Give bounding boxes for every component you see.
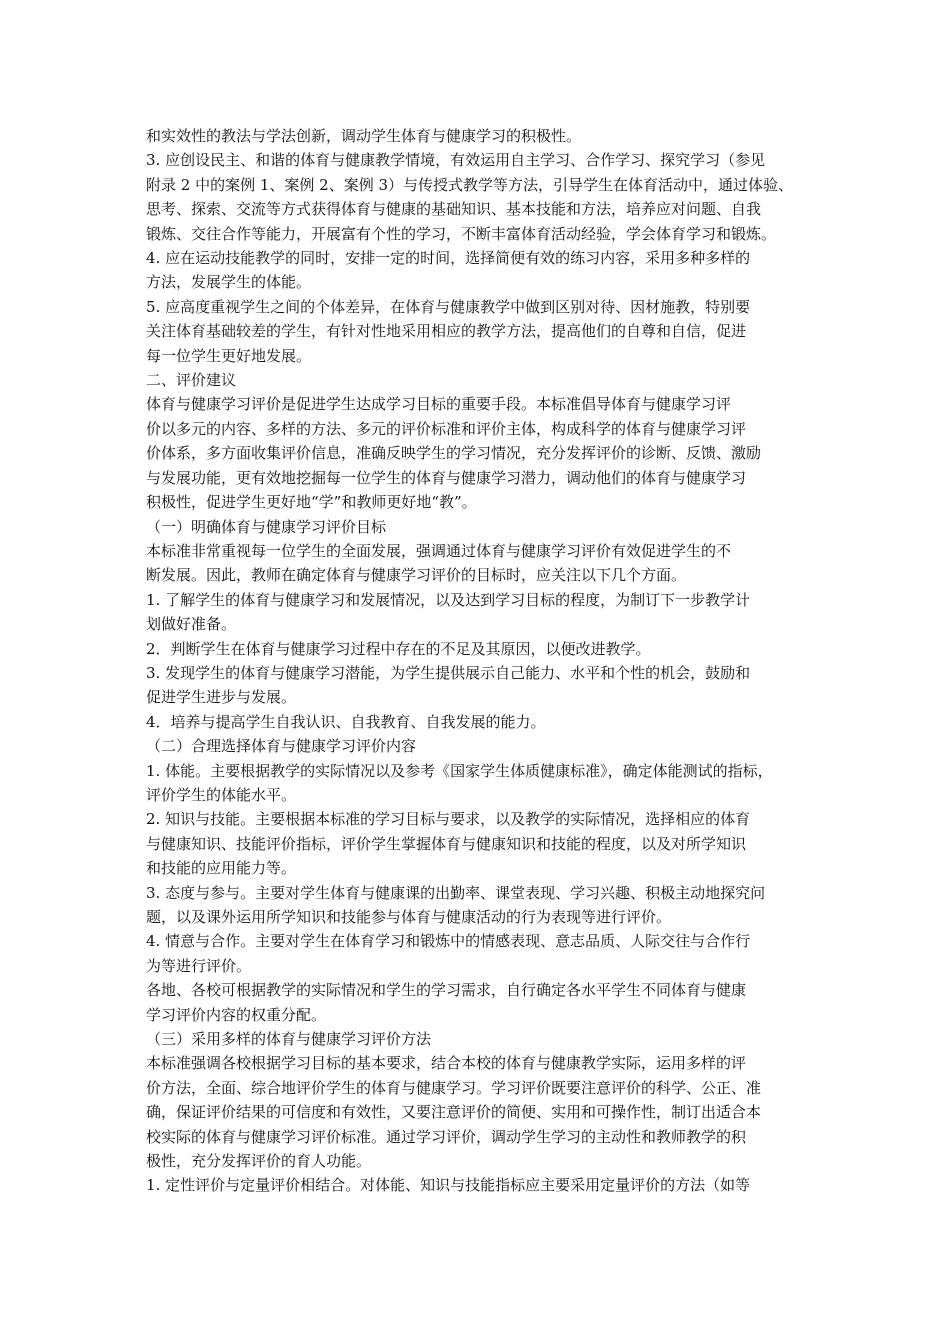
text-line: 关注体育基础较差的学生，有针对性地采用相应的教学方法，提高他们的自尊和自信，促进 [146,322,747,341]
text-line: 方法，发展学生的体能。 [146,273,312,292]
text-line: 二、评价建议 [146,371,237,390]
text-line: 本标准非常重视每一位学生的全面发展，强调通过体育与健康学习评价有效促进学生的不 [146,541,732,560]
text-line: 划做好准备。 [146,615,237,634]
text-line: 价体系，多方面收集评价信息，准确反映学生的学习情况，充分发挥评价的诊断、反馈、激励 [146,444,762,463]
text-line: 本标准强调各校根据学习目标的基本要求，结合本校的体育与健康教学实际，运用多样的评 [146,1054,747,1073]
text-line: 价以多元的内容、多样的方法、多元的评价标准和评价主体，构成科学的体育与健康学习评 [146,419,747,438]
text-line: 与健康知识、技能评价指标，评价学生掌握体育与健康知识和技能的程度，以及对所学知识 [146,834,747,853]
text-line: 题，以及课外运用所学知识和技能参与体育与健康活动的行为表现等进行评价。 [146,908,672,926]
document-body [146,124,816,1198]
text-line: 思考、探索、交流等方式获得体育与健康的基础知识、基本技能和方法，培养应对问题、自我 [146,200,762,219]
text-line: 1. 体能。主要根据教学的实际情况以及参考《国家学生体质健康标准》，确定体能测试的指标， [146,761,773,780]
text-line: 4. 情意与合作。主要对学生在体育学习和锻炼中的情感表现、意志品质、人际交往与合作行 [146,932,751,951]
text-line: 2．判断学生在体育与健康学习过程中存在的不足及其原因，以便改进教学。 [146,639,651,658]
text-line: 确，保证评价结果的可信度和有效性，又要注意评价的简便、实用和可操作性，制订出适合本 [146,1103,762,1122]
text-line: 1. 定性评价与定量评价相结合。对体能、知识与技能指标应主要采用定量评价的方法（如等 [146,1176,751,1195]
text-line: 3. 应创设民主、和谐的体育与健康教学情境，有效运用自主学习、合作学习、探究学习（参见 [146,151,766,170]
text-line: 和技能的应用能力等。 [146,859,297,878]
text-line: 极性，充分发挥评价的育人功能。 [146,1152,372,1171]
text-line: 价方法，全面、综合地评价学生的体育与健康学习。学习评价既要注意评价的科学、公正、准 [146,1078,762,1097]
text-line: 与发展功能，更有效地挖掘每一位学生的体育与健康学习潜力，调动他们的体育与健康学习 [146,468,747,487]
text-line: 学习评价内容的权重分配。 [146,1005,327,1024]
text-line: 4. 应在运动技能教学的同时，安排一定的时间，选择简便有效的练习内容，采用多种多样的 [146,249,751,268]
text-line: 积极性，促进学生更好地“学”和教师更好地“教”。 [146,493,477,512]
text-line: 锻炼、交往合作等能力，开展富有个性的学习，不断丰富体育活动经验，学会体育学习和锻炼。 [146,224,777,243]
text-line: 5. 应高度重视学生之间的个体差异，在体育与健康教学中做到区别对待、因材施教，特别要 [146,297,751,316]
text-line: 每一位学生更好地发展。 [146,346,312,365]
text-line: 1. 了解学生的体育与健康学习和发展情况，以及达到学习目标的程度，为制订下一步教学计 [146,590,751,609]
text-line: 3. 态度与参与。主要对学生体育与健康课的出勤率、课堂表现、学习兴趣、积极主动地探究问 [146,883,766,902]
text-line: 和实效性的教法与学法创新，调动学生体育与健康学习的积极性。 [146,127,582,145]
text-line: 断发展。因此，教师在确定体育与健康学习评价的目标时，应关注以下几个方面。 [146,566,687,585]
text-line: （三）采用多样的体育与健康学习评价方法 [146,1030,432,1049]
text-line: 评价学生的体能水平。 [146,785,297,804]
text-line: 4．培养与提高学生自我认识、自我教育、自我发展的能力。 [146,712,546,731]
text-line: 各地、各校可根据教学的实际情况和学生的学习需求，自行确定各水平学生不同体育与健康 [146,981,747,1000]
text-line: 校实际的体育与健康学习评价标准。通过学习评价，调动学生学习的主动性和教师教学的积 [146,1127,747,1146]
text-line: （二）合理选择体育与健康学习评价内容 [146,737,417,756]
text-line: 促进学生进步与发展。 [146,688,297,707]
text-line: 附录 2 中的案例 1、案例 2、案例 3）与传授式教学等方法，引导学生在体育活动中，通过体验、 [146,175,794,194]
text-line: 2. 知识与技能。主要根据本标准的学习目标与要求，以及教学的实际情况，选择相应的体育 [146,810,751,829]
text-line: 体育与健康学习评价是促进学生达成学习目标的重要手段。本标准倡导体育与健康学习评 [146,395,732,414]
text-line: （一）明确体育与健康学习评价目标 [146,517,387,536]
text-line: 3. 发现学生的体育与健康学习潜能，为学生提供展示自己能力、水平和个性的机会，鼓励和 [146,663,751,682]
text-line: 为等进行评价。 [146,956,252,975]
